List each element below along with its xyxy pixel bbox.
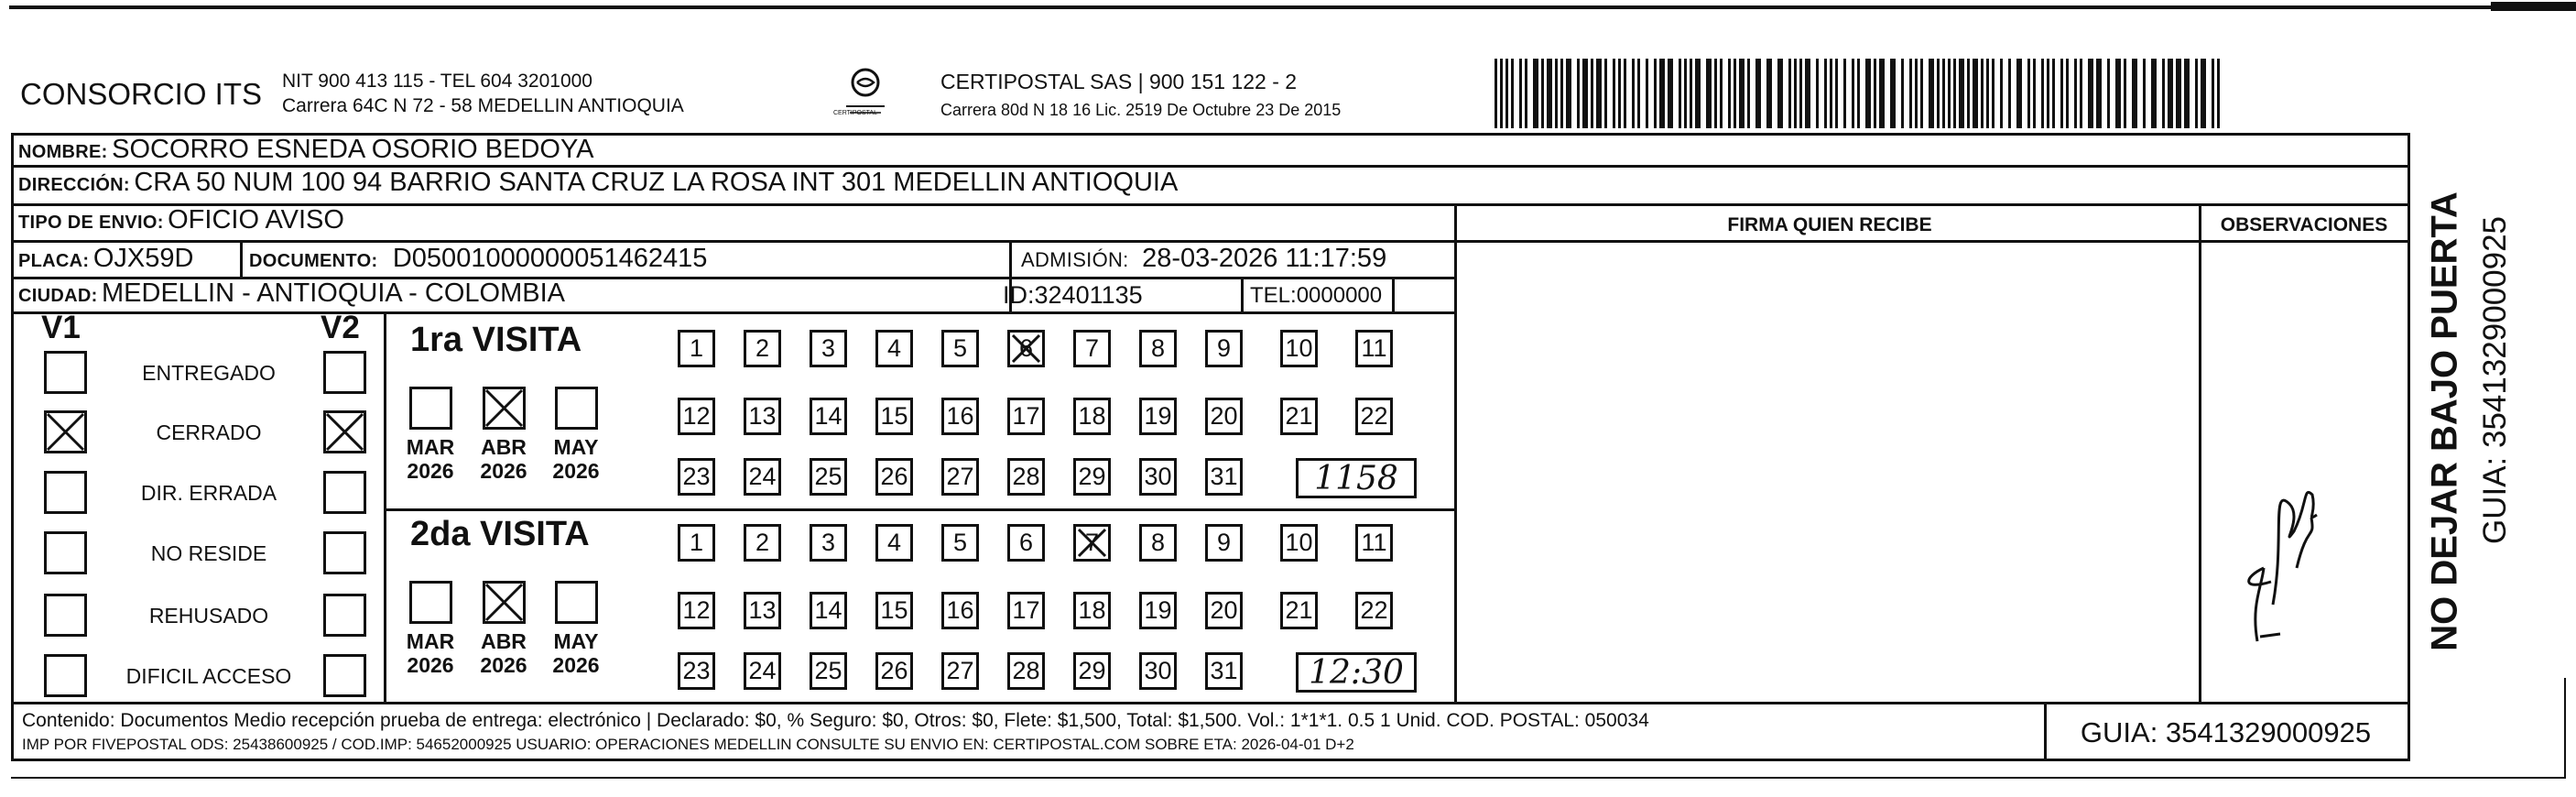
- barcode-bar: [1679, 59, 1681, 128]
- barcode-bar: [2088, 59, 2093, 128]
- v1-checkbox[interactable]: [44, 471, 87, 514]
- day-box[interactable]: 10: [1280, 330, 1318, 367]
- day-box[interactable]: 28: [1007, 458, 1045, 496]
- day-box[interactable]: 2: [744, 330, 781, 367]
- documento-label: DOCUMENTO:: [249, 251, 378, 271]
- visit-time[interactable]: 12:30: [1296, 652, 1417, 693]
- month-year: 2026: [552, 459, 600, 483]
- barcode-bar: [1824, 59, 1827, 128]
- barcode-bar: [2132, 59, 2137, 128]
- month-label: [401, 629, 460, 677]
- carrier-line1: CERTIPOSTAL SAS | 900 151 122 - 2: [940, 70, 1298, 93]
- month-checkbox[interactable]: [555, 581, 598, 624]
- barcode-bar: [1766, 59, 1772, 128]
- barcode-bar: [1632, 59, 1635, 128]
- day-box[interactable]: 3: [810, 330, 847, 367]
- barcode-bar: [1890, 59, 1896, 128]
- placa-row: [18, 244, 193, 274]
- barcode-bar: [1992, 59, 1994, 128]
- footer-contenido: Contenido: Documentos Medio recepción prueba de entrega: electrónico | Declarado: $0, % Seguro: $0, Otros: $0, Flete: $1,500, Total: $1,500. Vol.: 1*1*1. 0.5 1 Unid. COD. POSTAL: 050034: [22, 710, 1649, 731]
- barcode-bar: [2201, 59, 2206, 128]
- month-checkbox[interactable]: [409, 387, 452, 430]
- v1-checkbox[interactable]: [44, 594, 87, 637]
- day-box[interactable]: 17: [1007, 592, 1045, 629]
- barcode-bar: [1591, 59, 1593, 128]
- ciudad-label: CIUDAD:: [18, 286, 98, 306]
- day-box[interactable]: 23: [678, 652, 715, 690]
- day-box[interactable]: 30: [1139, 458, 1177, 496]
- tel-divider: [1241, 277, 1244, 313]
- barcode-bar: [1690, 59, 1692, 128]
- bottom-right-line: [2564, 678, 2566, 779]
- visit-title: 1ra VISITA: [410, 321, 582, 359]
- day-box[interactable]: 22: [1355, 592, 1393, 629]
- day-box[interactable]: 20: [1205, 398, 1243, 435]
- barcode-bar: [1714, 59, 1717, 128]
- day-box[interactable]: 26: [875, 652, 913, 690]
- barcode-bar: [1613, 59, 1615, 128]
- barcode-bar: [1959, 59, 1964, 128]
- barcode-bar: [1948, 59, 1951, 128]
- month-checkbox[interactable]: [409, 581, 452, 624]
- barcode-bar: [1929, 59, 1934, 128]
- day-box[interactable]: 19: [1139, 398, 1177, 435]
- barcode-bar: [1706, 59, 1712, 128]
- month-checkbox[interactable]: [555, 387, 598, 430]
- barcode-bar: [1604, 59, 1607, 128]
- barcode: [1495, 59, 2225, 128]
- day-box[interactable]: 16: [941, 398, 979, 435]
- barcode-bar: [2217, 59, 2220, 128]
- footer-top-line: [11, 702, 2410, 704]
- day-box[interactable]: 26: [875, 458, 913, 496]
- barcode-bar: [1843, 59, 1846, 128]
- ciudad-value: MEDELLIN - ANTIOQUIA - COLOMBIA: [102, 278, 565, 308]
- barcode-bar: [1953, 59, 1956, 128]
- barcode-bar: [1659, 59, 1665, 128]
- direccion-value: CRA 50 NUM 100 94 BARRIO SANTA CRUZ LA ROSA INT 301 MEDELLIN ANTIOQUIA: [134, 168, 1179, 197]
- firma-label: FIRMA QUIEN RECIBE: [1727, 214, 1932, 235]
- day-box[interactable]: 4: [875, 524, 913, 562]
- barcode-bar: [2047, 59, 2049, 128]
- barcode-bar: [2143, 59, 2146, 128]
- barcode-bar: [1865, 59, 1871, 128]
- barcode-bar: [2052, 59, 2055, 128]
- barcode-bar: [2016, 59, 2022, 128]
- day-box[interactable]: 9: [1205, 330, 1243, 367]
- barcode-bar: [1981, 59, 1984, 128]
- status-divider: [384, 311, 386, 704]
- barcode-bar: [1879, 59, 1885, 128]
- company-name: CONSORCIO ITS: [20, 77, 263, 111]
- barcode-bar: [1547, 59, 1552, 128]
- status-option-label: CERRADO: [156, 420, 262, 444]
- barcode-bar: [2151, 59, 2157, 128]
- day-box[interactable]: 8: [1139, 524, 1177, 562]
- barcode-bar: [1852, 59, 1854, 128]
- month-name: ABR: [481, 629, 527, 653]
- barcode-bar: [1857, 59, 1860, 128]
- month-label: [474, 435, 533, 483]
- month-check-mark: [483, 581, 526, 624]
- barcode-bar: [1747, 59, 1750, 128]
- barcode-bar: [2184, 59, 2190, 128]
- v2-checkbox[interactable]: [323, 654, 366, 697]
- day-box[interactable]: 28: [1007, 652, 1045, 690]
- barcode-bar: [1624, 59, 1626, 128]
- tel-label: TEL:: [1250, 283, 1297, 308]
- day-box[interactable]: 27: [941, 458, 979, 496]
- status-option-label: DIR. ERRADA: [140, 481, 277, 505]
- barcode-bar: [1566, 59, 1571, 128]
- barcode-bar: [1541, 59, 1544, 128]
- side-guia: GUIA: 3541329000925: [2477, 215, 2513, 545]
- day-box[interactable]: 6: [1007, 330, 1045, 367]
- barcode-bar: [1646, 59, 1648, 128]
- visit-time[interactable]: 1158: [1296, 458, 1417, 498]
- v2-checkbox[interactable]: [323, 594, 366, 637]
- barcode-bar: [1986, 59, 1989, 128]
- day-box[interactable]: 25: [810, 652, 847, 690]
- day-check-mark: [1075, 526, 1109, 560]
- day-box[interactable]: 2: [744, 524, 781, 562]
- barcode-bar: [1582, 59, 1588, 128]
- day-box[interactable]: 19: [1139, 592, 1177, 629]
- barcode-bar: [1973, 59, 1978, 128]
- day-box[interactable]: 25: [810, 458, 847, 496]
- barcode-bar: [2041, 59, 2044, 128]
- barcode-bar: [1720, 59, 1723, 128]
- day-box[interactable]: 31: [1205, 652, 1243, 690]
- id-value: 32401135: [1034, 281, 1143, 309]
- day-box[interactable]: 16: [941, 592, 979, 629]
- table-left-line: [11, 133, 14, 760]
- barcode-bar: [1728, 59, 1731, 128]
- v1-checkbox[interactable]: [44, 531, 87, 574]
- barcode-bar: [1835, 59, 1838, 128]
- barcode-bar: [2060, 59, 2063, 128]
- barcode-bar: [1739, 59, 1745, 128]
- day-box[interactable]: 11: [1355, 330, 1393, 367]
- tipo-row: [18, 205, 344, 235]
- day-box[interactable]: 3: [810, 524, 847, 562]
- month-label: [547, 435, 605, 483]
- barcode-bar: [1874, 59, 1876, 128]
- day-box[interactable]: 31: [1205, 458, 1243, 496]
- barcode-bar: [2195, 59, 2198, 128]
- footer-imp: IMP POR FIVEPOSTAL ODS: 25438600925 / COD.IMP: 54652000925 USUARIO: OPERACIONES MEDELLIN CONSULTE SU ENVIO EN: CERTIPOSTAL.COM SOBRE ETA: 2026-04-01 D+2: [22, 736, 1354, 753]
- admision-row: [1021, 244, 1386, 274]
- nombre-label: NOMBRE:: [18, 142, 108, 162]
- v2-check-mark: [323, 410, 366, 453]
- v1-checkbox[interactable]: [44, 654, 87, 697]
- day-box[interactable]: 17: [1007, 398, 1045, 435]
- tel-right-divider: [1392, 277, 1395, 313]
- id-label: ID:: [1003, 281, 1035, 309]
- barcode-bar: [1901, 59, 1904, 128]
- day-box[interactable]: 12: [678, 398, 715, 435]
- row-line-2: [11, 203, 2410, 206]
- month-year: 2026: [407, 653, 454, 677]
- month-name: MAY: [553, 435, 599, 459]
- barcode-bar: [2033, 59, 2036, 128]
- day-box[interactable]: 18: [1073, 398, 1111, 435]
- firma-left-line: [1454, 203, 1457, 704]
- day-box[interactable]: 1: [678, 524, 715, 562]
- barcode-bar: [2074, 59, 2077, 128]
- barcode-bar: [1525, 59, 1527, 128]
- barcode-bar: [1577, 59, 1580, 128]
- status-option-label: REHUSADO: [148, 604, 269, 628]
- admision-value: 28-03-2026 11:17:59: [1142, 244, 1387, 273]
- v1-check-mark: [44, 410, 87, 453]
- tipo-label: TIPO DE ENVIO:: [18, 213, 164, 233]
- barcode-bar: [2162, 59, 2165, 128]
- company-line1: NIT 900 413 115 - TEL 604 3201000: [282, 71, 592, 92]
- table-bottom-line: [11, 759, 2410, 761]
- barcode-bar: [1909, 59, 1912, 128]
- barcode-bar: [1794, 59, 1797, 128]
- day-box[interactable]: 29: [1073, 458, 1111, 496]
- v1-checkbox[interactable]: [44, 351, 87, 394]
- month-year: 2026: [407, 459, 454, 483]
- side-no-dejar: NO DEJAR BAJO PUERTA: [2424, 191, 2465, 651]
- barcode-bar: [2080, 59, 2082, 128]
- barcode-bar: [2124, 59, 2126, 128]
- v2-checkbox[interactable]: [323, 351, 366, 394]
- month-label: [474, 629, 533, 677]
- direccion-row: [18, 168, 1178, 198]
- barcode-bar: [1511, 59, 1514, 128]
- day-box[interactable]: 6: [1007, 524, 1045, 562]
- barcode-bar: [1560, 59, 1563, 128]
- id-row: [1003, 281, 1143, 310]
- carrier-line2: Carrera 80d N 18 16 Lic. 2519 De Octubre 23 De 2015: [940, 101, 1342, 119]
- logo-text: CERTIPOSTAL: [833, 110, 877, 116]
- barcode-bar: [1805, 59, 1810, 128]
- barcode-bar: [1500, 59, 1503, 128]
- day-box[interactable]: 24: [744, 652, 781, 690]
- barcode-bar: [1637, 59, 1640, 128]
- top-border-corner: [2491, 2, 2576, 11]
- barcode-bar: [2008, 59, 2011, 128]
- day-box[interactable]: 21: [1280, 398, 1318, 435]
- v2-checkbox[interactable]: [323, 531, 366, 574]
- barcode-bar: [1942, 59, 1945, 128]
- barcode-bar: [1668, 59, 1673, 128]
- visit-title: 2da VISITA: [410, 515, 590, 553]
- barcode-bar: [1816, 59, 1819, 128]
- day-box[interactable]: 14: [810, 592, 847, 629]
- barcode-bar: [1695, 59, 1701, 128]
- placa-value: OJX59D: [92, 244, 194, 273]
- barcode-bar: [1654, 59, 1657, 128]
- day-box[interactable]: 5: [941, 330, 979, 367]
- ciudad-row: [18, 278, 565, 309]
- day-box[interactable]: 13: [744, 592, 781, 629]
- barcode-bar: [1684, 59, 1687, 128]
- barcode-bar: [2107, 59, 2110, 128]
- day-box[interactable]: 1: [678, 330, 715, 367]
- day-box[interactable]: 29: [1073, 652, 1111, 690]
- tel-value: 0000000: [1296, 283, 1383, 308]
- status-option-label: ENTREGADO: [142, 361, 276, 385]
- month-year: 2026: [552, 653, 600, 677]
- row-line-3: [11, 240, 2410, 243]
- v2-label: V2: [321, 310, 360, 345]
- day-box[interactable]: 13: [744, 398, 781, 435]
- barcode-bar: [1788, 59, 1791, 128]
- table-right-line: [2408, 133, 2410, 760]
- day-box[interactable]: 15: [875, 398, 913, 435]
- barcode-bar: [1495, 59, 1497, 128]
- month-name: MAY: [553, 629, 599, 653]
- month-check-mark: [483, 387, 526, 430]
- day-box[interactable]: 5: [941, 524, 979, 562]
- day-box[interactable]: 20: [1205, 592, 1243, 629]
- documento-row: [249, 244, 707, 274]
- barcode-bar: [1618, 59, 1621, 128]
- barcode-bar: [1734, 59, 1736, 128]
- day-box[interactable]: 23: [678, 458, 715, 496]
- barcode-bar: [2115, 59, 2121, 128]
- month-name: MAR: [406, 435, 455, 459]
- month-label: [547, 629, 605, 677]
- day-box[interactable]: 12: [678, 592, 715, 629]
- day-check-mark: [1009, 332, 1043, 366]
- day-box[interactable]: 8: [1139, 330, 1177, 367]
- month-name: ABR: [481, 435, 527, 459]
- tipo-value: OFICIO AVISO: [168, 205, 344, 235]
- status-option-label: DIFICIL ACCESO: [125, 664, 292, 688]
- observaciones-left-line: [2199, 203, 2201, 704]
- top-border: [9, 5, 2576, 9]
- day-box[interactable]: 9: [1205, 524, 1243, 562]
- day-box[interactable]: 27: [941, 652, 979, 690]
- month-year: 2026: [480, 653, 527, 677]
- admision-label: ADMISIÓN:: [1021, 248, 1129, 271]
- nombre-row: [18, 135, 594, 165]
- day-box[interactable]: 11: [1355, 524, 1393, 562]
- row-line-5: [11, 311, 1456, 314]
- barcode-bar: [1555, 59, 1558, 128]
- barcode-bar: [2096, 59, 2102, 128]
- direccion-label: DIRECCIÓN:: [18, 175, 130, 195]
- barcode-bar: [2027, 59, 2030, 128]
- barcode-bar: [1920, 59, 1923, 128]
- day-box[interactable]: 7: [1073, 330, 1111, 367]
- company-line2: Carrera 64C N 72 - 58 MEDELLIN ANTIOQUIA: [282, 95, 684, 116]
- day-box[interactable]: 30: [1139, 652, 1177, 690]
- barcode-bar: [1915, 59, 1918, 128]
- barcode-bar: [2168, 59, 2173, 128]
- month-label: [401, 435, 460, 483]
- day-box[interactable]: 15: [875, 592, 913, 629]
- tel-row: [1250, 283, 1382, 309]
- barcode-bar: [2066, 59, 2069, 128]
- barcode-bar: [1596, 59, 1602, 128]
- v2-checkbox[interactable]: [323, 471, 366, 514]
- barcode-bar: [1755, 59, 1761, 128]
- barcode-bar: [1533, 59, 1538, 128]
- month-name: MAR: [406, 629, 455, 653]
- barcode-bar: [2176, 59, 2181, 128]
- day-box[interactable]: 22: [1355, 398, 1393, 435]
- v1-label: V1: [41, 310, 81, 345]
- day-box[interactable]: 18: [1073, 592, 1111, 629]
- side-line2-wrap: [2473, 165, 2518, 678]
- day-box[interactable]: 21: [1280, 592, 1318, 629]
- barcode-bar: [2000, 59, 2003, 128]
- observaciones-label: OBSERVACIONES: [2220, 214, 2388, 235]
- placa-divider: [240, 240, 243, 277]
- signature: [2216, 431, 2326, 650]
- bottom-line: [11, 777, 2566, 779]
- barcode-bar: [1830, 59, 1832, 128]
- barcode-bar: [1777, 59, 1783, 128]
- nombre-value: SOCORRO ESNEDA OSORIO BEDOYA: [112, 135, 594, 164]
- barcode-bar: [1937, 59, 1940, 128]
- barcode-bar: [1967, 59, 1970, 128]
- side-line1-wrap: [2418, 165, 2473, 678]
- barcode-bar: [2212, 59, 2214, 128]
- documento-value: D05001000000051462415: [392, 244, 708, 273]
- barcode-bar: [1505, 59, 1508, 128]
- day-box[interactable]: 4: [875, 330, 913, 367]
- barcode-bar: [1519, 59, 1522, 128]
- status-option-label: NO RESIDE: [150, 541, 267, 565]
- month-year: 2026: [480, 459, 527, 483]
- visit-divider: [384, 508, 1455, 511]
- barcode-bar: [1799, 59, 1802, 128]
- placa-label: PLACA:: [18, 251, 90, 271]
- day-box[interactable]: 24: [744, 458, 781, 496]
- footer-guia: GUIA: 3541329000925: [2080, 716, 2372, 748]
- day-box[interactable]: 10: [1280, 524, 1318, 562]
- day-box[interactable]: 14: [810, 398, 847, 435]
- day-box[interactable]: 7: [1073, 524, 1111, 562]
